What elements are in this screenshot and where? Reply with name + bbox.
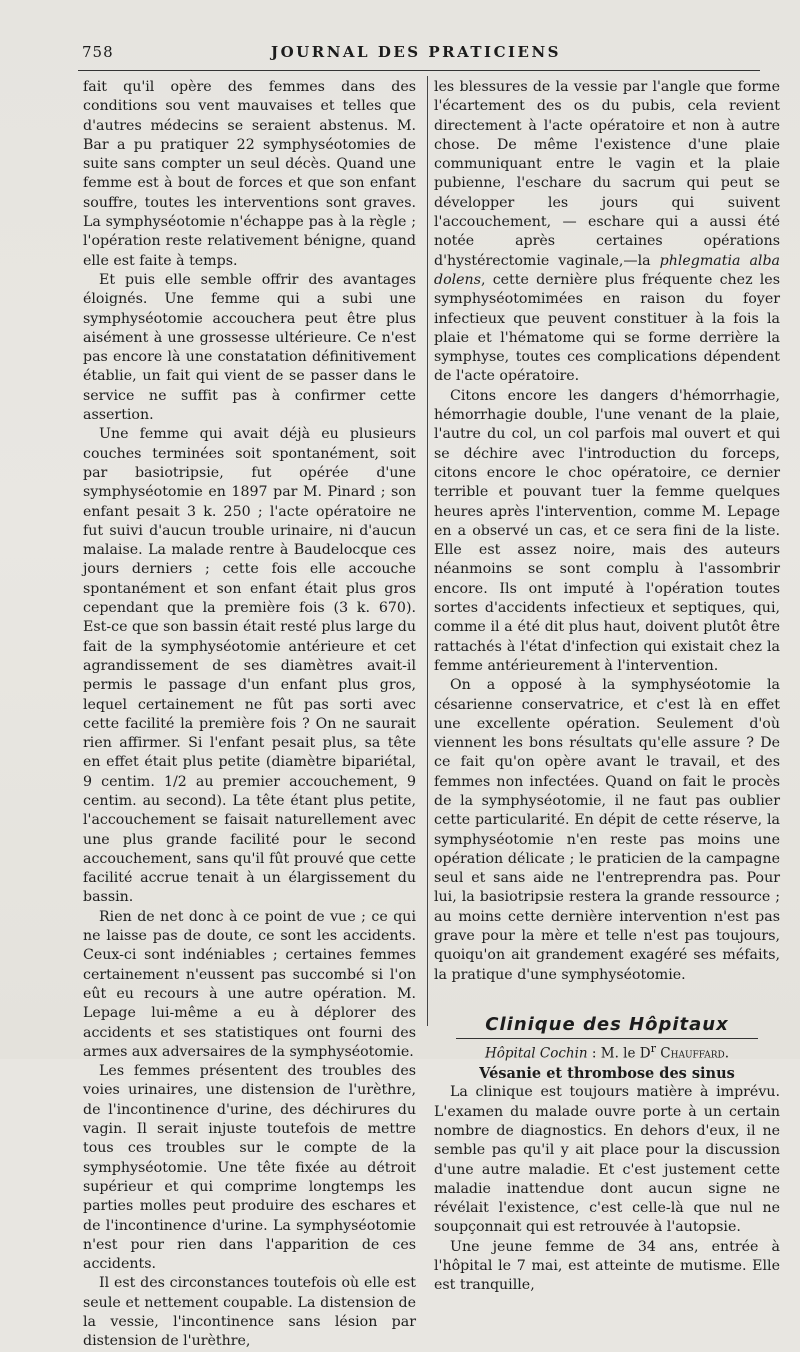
article-title: Vésanie et thrombose des sinus xyxy=(479,1065,735,1083)
paragraph: Il est des circonstances toutefois où elle est seule et nettement coupable. La distension de la vessie, l'incontinence sans lésion par distension de l'urèthre, xyxy=(83,1275,416,1350)
paragraph-text: , cette dernière plus fréquente chez les symphyséotomimées en raison du foyer infectieux que peuvent constituer à la fois la plaie et l'hématome qui se forme derrière la symphyse, toutes ces complications dépendent de l'acte opératoire. xyxy=(434,271,780,385)
header-rule xyxy=(78,70,760,71)
right-column xyxy=(434,78,780,1296)
left-column xyxy=(83,78,416,1352)
page-number: 758 xyxy=(82,43,114,61)
journal-title: JOURNAL DES PRATICIENS xyxy=(271,43,561,61)
paragraph: Les femmes présentent des troubles des voies urinaires, une distension de l'urèthre, de l'incontinence d'urine, des déchirures du vagin. Il serait injuste toutefois de mettre tous ces troubles sur le compte de la symphyséotomie. Une tête fixée au détroit supérieur et qui comprime longtemps les parties molles peut produire des eschares et de l'incontinence d'urine. La symphyséotomie n'est pour rien dans l'apparition de ces accidents. xyxy=(83,1063,416,1273)
paragraph xyxy=(434,78,780,387)
paragraph: Une femme qui avait déjà eu plusieurs couches terminées soit spontanément, soit par basiotripsie, fut opérée d'une symphyséotomie en 1897 par M. Pinard ; son enfant pesait 3 k. 250 ; l'acte opératoire ne fut suivi d'aucun trouble urinaire, ni d'aucun malaise. La malade rentre à Baudelocque ces jours derniers ; cette fois elle accouche spontanément et son enfant était plus gros cependant que la première fois (3 k. 670). Est-ce que son bassin était resté plus large du fait de la symphyséotomie antérieure et cet agrandissement de ses diamètres avait-il permis le passage d'un enfant plus gros, lequel certainement ne fût pas sorti avec cette facilité la première fois ? On ne saurait rien affirmer. Si l'enfant pesait plus, sa tête en effet était plus petite (diamètre bipariétal, 9 centim. 1/2 au premier accouchement, 9 centim. au second). La tête étant plus petite, l'accouchement se faisait naturellement avec une plus grande facilité pour le second accouchement, sans qu'il fût prouvé que cette facilité accrue tenait à un élargissement du bassin. xyxy=(83,426,416,906)
paragraph: Une jeune femme de 34 ans, entrée à l'hôpital le 7 mai, est atteinte de mutisme. Elle est tranquille, xyxy=(434,1238,780,1294)
page-header xyxy=(62,43,770,67)
doctor-name: Chauffard. xyxy=(660,1045,730,1062)
paragraph: fait qu'il opère des femmes dans des conditions sou vent mauvaises et telles que d'autres médecins se seraient abstenus. M. Bar a pu pratiquer 22 symphyséotomies de suite sans compter un seul décès. Quand une femme est à bout de forces et que son enfant souffre, toutes les interventions sont graves. La symphyséotomie n'échappe pas à la règle ; l'opération reste relativement bénigne, quand elle est faite à temps. xyxy=(83,79,416,269)
hospital-line xyxy=(434,1039,780,1064)
paragraph: On a opposé à la symphyséotomie la césarienne conservatrice, et c'est là en effet une excellente opération. Seulement d'où viennent les bons résultats qu'elle assure ? De ce fait qu'on opère avant le travail, et des femmes non infectées. Quand on fait le procès de la symphyséotomie, il ne faut pas oublier cette particularité. En dépit de cette réserve, la symphyséotomie n'en reste pas moins une opération délicate ; le praticien de la campagne seul et sans aide ne l'entreprendra pas. Pour lui, la basiotripsie restera la grande ressource ; au moins cette dernière intervention n'est pas grave pour la mère et telle n'est pas toujours, quoiqu'on ait grandement exagéré ses méfaits, la pratique d'une symphyséotomie. xyxy=(434,677,780,983)
paragraph: Rien de net donc à ce point de vue ; ce qui ne laisse pas de doute, ce sont les accidents. Ceux-ci sont indéniables ; certaines femmes certainement n'eussent pas succombé si l'on eût eu recours à une autre opération. M. Lepage lui-même a eu à déplorer des accidents et ses statistiques ont fourni des armes aux adversaires de la symphyséotomie. xyxy=(83,908,416,1060)
hospital-name: Hôpital Cochin xyxy=(484,1045,588,1062)
doctor-title-sup: r xyxy=(650,1042,656,1056)
paragraph: Citons encore les dangers d'hémorrhagie, hémorrhagie double, l'une venant de la plaie, l'autre du col, un col parfois mal ouvert et qui se déchire avec l'introduction du forceps, citons encore le choc opératoire, ce dernier terrible et pouvant tuer la femme quelques heures après l'intervention, comme M. Lepage en a observé un cas, et ce sera fini de la liste. Elle est assez noire, mais des auteurs néanmoins se sont complu à l'assombrir encore. Ils ont imputé à l'opération toutes sortes d'accidents infectieux et septiques, qui, comme il a été dit plus haut, doivent plutôt être rattachés à l'état d'infection qui existait chez la femme antérieurement à l'intervention. xyxy=(434,387,780,674)
section-title: Clinique des Hôpitaux xyxy=(485,1013,729,1035)
italic-term: phlegmatia alba dolens xyxy=(434,252,780,288)
paragraph-text: les blessures de la vessie par l'angle que forme l'écartement des os du pubis, cela revient directement à l'acte opératoire et non à autre chose. De même l'existence d'une plaie communiquant entre le vagin et la plaie pubienne, l'eschare du sacrum qui peut se développer les jours qui suivent l'accouchement, — eschare qui a aussi été notée après certaines opérations d'hystérectomie vaginale,—la xyxy=(434,79,780,269)
paragraph: Et puis elle semble offrir des avantages éloignés. Une femme qui a subi une symphyséotomie accouchera peut être plus aisément à une grossesse ultérieure. Ce n'est pas encore là une constatation définitivement établie, un fait qui vient de se passer dans le service ne suffit pas à confirmer cette assertion. xyxy=(83,271,416,424)
column-divider xyxy=(427,76,428,1026)
paragraph: La clinique est toujours matière à imprévu. L'examen du malade ouvre porte à un certain nombre de diagnostics. En dehors d'eux, il ne semble pas qu'il y ait place pour la discussion d'une autre maladie. Et c'est justement cette maladie inattendue dont aucun signe ne révélait l'existence, c'est celle-là que nul ne soupçonnait qui est retrouvée à l'autopsie. xyxy=(434,1084,780,1236)
hospital-separator: : M. le D xyxy=(587,1045,651,1062)
